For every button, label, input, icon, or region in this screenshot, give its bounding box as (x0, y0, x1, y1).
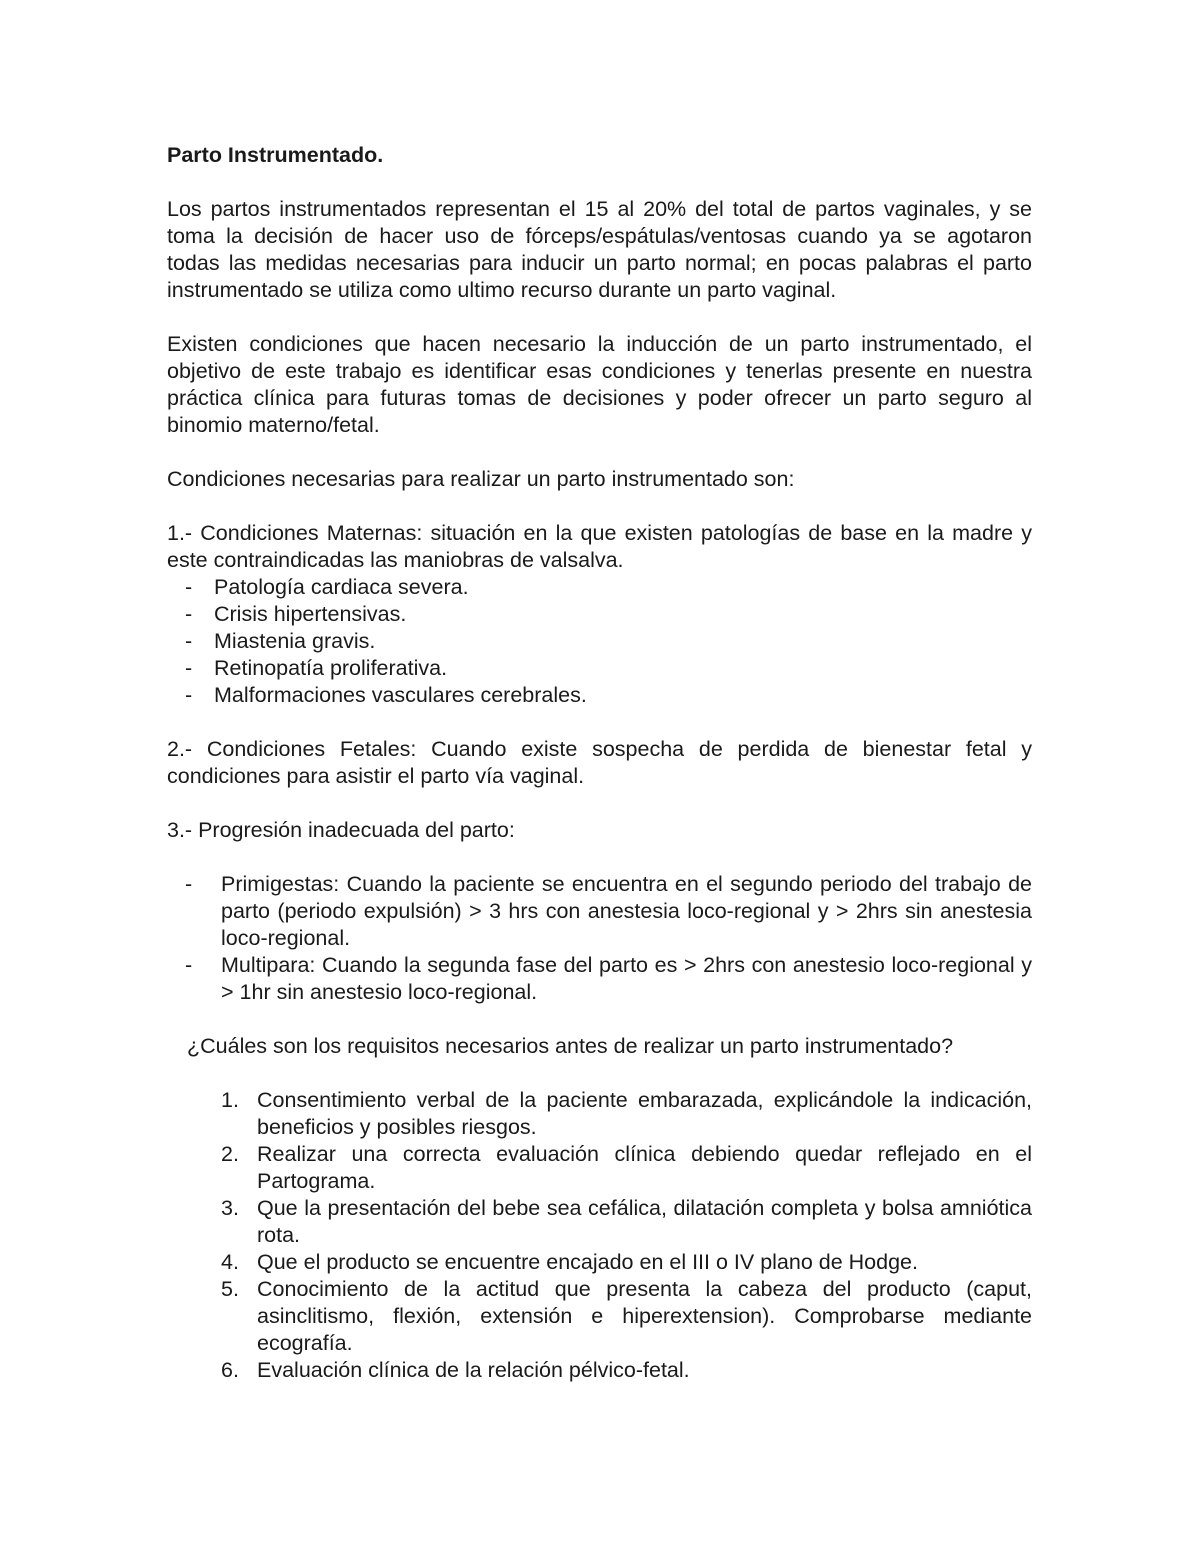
list-item-text: Retinopatía proliferativa. (214, 656, 448, 680)
list-item-text: Miastenia gravis. (214, 629, 376, 653)
list-item (167, 628, 1032, 655)
list-item (167, 1249, 1032, 1276)
list-item (167, 952, 1032, 1006)
list-item-text: Multipara: Cuando la segunda fase del parto es > 2hrs con anestesio loco-regional y > 1hr sin anestesio loco-regional. (221, 953, 1032, 1004)
bullet-dash: - (185, 629, 193, 653)
progression-heading: 3.- Progresión inadecuada del parto: (167, 818, 515, 842)
conditions-intro: Condiciones necesarias para realizar un parto instrumentado son: (167, 467, 795, 491)
bullet-dash: - (185, 602, 193, 626)
maternal-conditions-list (167, 574, 1032, 709)
list-item (167, 1195, 1032, 1249)
list-item-text: Conocimiento de la actitud que presenta la cabeza del producto (caput, asinclitismo, flexión, extensión e hiperextension). Comprobarse mediante ecografía. (257, 1277, 1032, 1355)
list-item (167, 1087, 1032, 1141)
list-item-text: Que el producto se encuentre encajado en el III o IV plano de Hodge. (257, 1250, 918, 1274)
requirements-list (167, 1087, 1032, 1384)
list-item-text: Malformaciones vasculares cerebrales. (214, 683, 587, 707)
list-item-text: Que la presentación del bebe sea cefálica, dilatación completa y bolsa amniótica rota. (257, 1196, 1032, 1247)
document-body (167, 142, 1032, 1384)
intro-paragraph: Los partos instrumentados representan el 15 al 20% del total de partos vaginales, y se toma la decisión de hacer uso de fórceps/espátulas/ventosas cuando ya se agotaron todas las medidas necesarias para inducir un parto normal; en pocas palabras el parto instrumentado se utiliza como ultimo recurso durante un parto vaginal. (167, 197, 1032, 302)
list-item (167, 871, 1032, 952)
fetal-conditions: 2.- Condiciones Fetales: Cuando existe sospecha de perdida de bienestar fetal y condiciones para asistir el parto vía vaginal. (167, 737, 1032, 788)
bullet-dash: - (185, 872, 193, 896)
requirements-question: ¿Cuáles son los requisitos necesarios antes de realizar un parto instrumentado? (187, 1034, 954, 1058)
list-item-text: Crisis hipertensivas. (214, 602, 407, 626)
list-item (167, 682, 1032, 709)
list-number: 1. (221, 1088, 239, 1112)
list-number: 6. (221, 1358, 239, 1382)
objective-paragraph: Existen condiciones que hacen necesario la inducción de un parto instrumentado, el objetivo de este trabajo es identificar esas condiciones y tenerlas presente en nuestra práctica clínica para futuras tomas de decisiones y poder ofrecer un parto seguro al binomio materno/fetal. (167, 332, 1032, 437)
list-item-text: Patología cardiaca severa. (214, 575, 469, 599)
list-item-text: Realizar una correcta evaluación clínica debiendo quedar reflejado en el Partograma. (257, 1142, 1032, 1193)
list-number: 3. (221, 1196, 239, 1220)
list-item (167, 574, 1032, 601)
list-number: 2. (221, 1142, 239, 1166)
list-item-text: Primigestas: Cuando la paciente se encuentra en el segundo periodo del trabajo de parto (periodo expulsión) > 3 hrs con anestesia loco-regional y > 2hrs sin anestesia loco-regional. (221, 872, 1032, 950)
list-item (167, 1141, 1032, 1195)
progression-list (167, 871, 1032, 1006)
list-item (167, 655, 1032, 682)
maternal-conditions-heading: 1.- Condiciones Maternas: situación en la que existen patologías de base en la madre y este contraindicadas las maniobras de valsalva. (167, 521, 1032, 572)
list-item-text: Consentimiento verbal de la paciente embarazada, explicándole la indicación, beneficios y posibles riesgos. (257, 1088, 1032, 1139)
bullet-dash: - (185, 683, 193, 707)
bullet-dash: - (185, 575, 193, 599)
document-title: Parto Instrumentado. (167, 143, 384, 167)
list-item (167, 601, 1032, 628)
list-item (167, 1276, 1032, 1357)
bullet-dash: - (185, 656, 193, 680)
list-item (167, 1357, 1032, 1384)
list-number: 5. (221, 1277, 239, 1301)
list-number: 4. (221, 1250, 239, 1274)
list-item-text: Evaluación clínica de la relación pélvico-fetal. (257, 1358, 690, 1382)
bullet-dash: - (185, 953, 193, 977)
